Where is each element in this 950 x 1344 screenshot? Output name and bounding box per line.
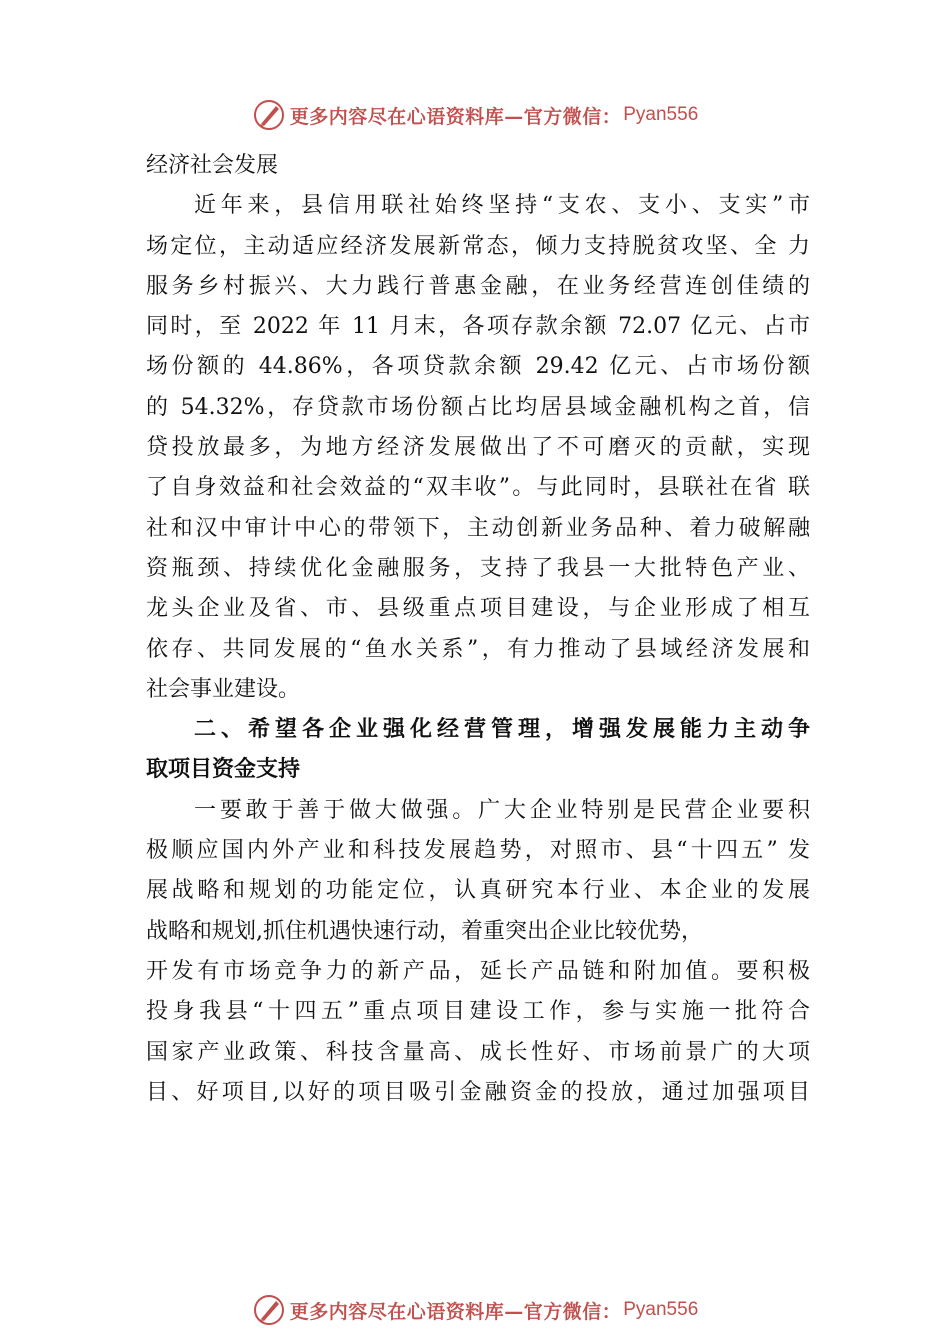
text-line: 资瓶颈、持续优化金融服务，支持了我县一大批特色产业、 bbox=[146, 555, 810, 581]
header-watermark bbox=[0, 95, 950, 135]
quill-pen-seal-icon bbox=[252, 1293, 286, 1327]
text-line: 开发有市场竞争力的新产品，延长产品链和附加值。要积极 bbox=[146, 958, 810, 984]
text-line: 同时，至 2022 年 11 月末，各项存款余额 72.07 亿元、占市 bbox=[146, 314, 810, 340]
text-line: 场定位，主动适应经济发展新常态，倾力支持脱贫攻坚、全 力 bbox=[146, 233, 810, 259]
text-line: 社会事业建设。 bbox=[146, 676, 301, 702]
document-body bbox=[146, 146, 810, 1113]
text-line: 龙头企业及省、市、县级重点项目建设，与企业形成了相互 bbox=[146, 596, 810, 622]
text-line: 经济社会发展 bbox=[146, 153, 279, 178]
text-line: 场份额的 44.86%，各项贷款余额 29.42 亿元、占市场份额 bbox=[146, 354, 810, 380]
watermark-text: 更多内容尽在心语资料库—官方微信： bbox=[289, 1300, 622, 1323]
text-line: 战略和规划,抓住机遇快速行动，着重突出企业比较优势， bbox=[146, 918, 703, 944]
section-heading: 二、希望各企业强化经营管理，增强发展能力主动争 bbox=[194, 717, 810, 743]
footer-watermark bbox=[0, 1290, 950, 1330]
text-line: 近年来，县信用联社始终坚持“支农、支小、支实”市 bbox=[194, 193, 810, 219]
watermark-account: Pyan556 bbox=[623, 1299, 699, 1320]
section-heading-continued: 取项目资金支持 bbox=[146, 757, 301, 783]
watermark-text: 更多内容尽在心语资料库—官方微信： bbox=[289, 105, 622, 128]
text-line: 国家产业政策、科技含量高、成长性好、市场前景广的大项 bbox=[146, 1039, 810, 1065]
text-line: 了自身效益和社会效益的“双丰收”。与此同时，县联社在省 联 bbox=[146, 475, 810, 501]
text-line: 极顺应国内外产业和科技发展趋势，对照市、县“十四五” 发 bbox=[146, 838, 810, 864]
text-line: 的 54.32%，存贷款市场份额占比均居县域金融机构之首，信 bbox=[146, 394, 810, 420]
text-line: 服务乡村振兴、大力践行普惠金融，在业务经营连创佳绩的 bbox=[146, 273, 810, 299]
text-line: 依存、共同发展的“鱼水关系”，有力推动了县域经济发展和 bbox=[146, 636, 810, 662]
text-line: 贷投放最多，为地方经济发展做出了不可磨灭的贡献，实现 bbox=[146, 435, 810, 461]
text-line: 展战略和规划的功能定位，认真研究本行业、本企业的发展 bbox=[146, 878, 810, 904]
text-line: 投身我县“十四五”重点项目建设工作，参与实施一批符合 bbox=[146, 999, 810, 1025]
watermark-account: Pyan556 bbox=[623, 104, 699, 125]
text-line: 社和汉中审计中心的带领下，主动创新业务品种、着力破解融 bbox=[146, 515, 810, 541]
quill-pen-seal-icon bbox=[252, 98, 286, 132]
text-line: 目、好项目,以好的项目吸引金融资金的投放，通过加强项目 bbox=[146, 1079, 810, 1105]
text-line: 一要敢于善于做大做强。广大企业特别是民营企业要积 bbox=[194, 797, 810, 823]
